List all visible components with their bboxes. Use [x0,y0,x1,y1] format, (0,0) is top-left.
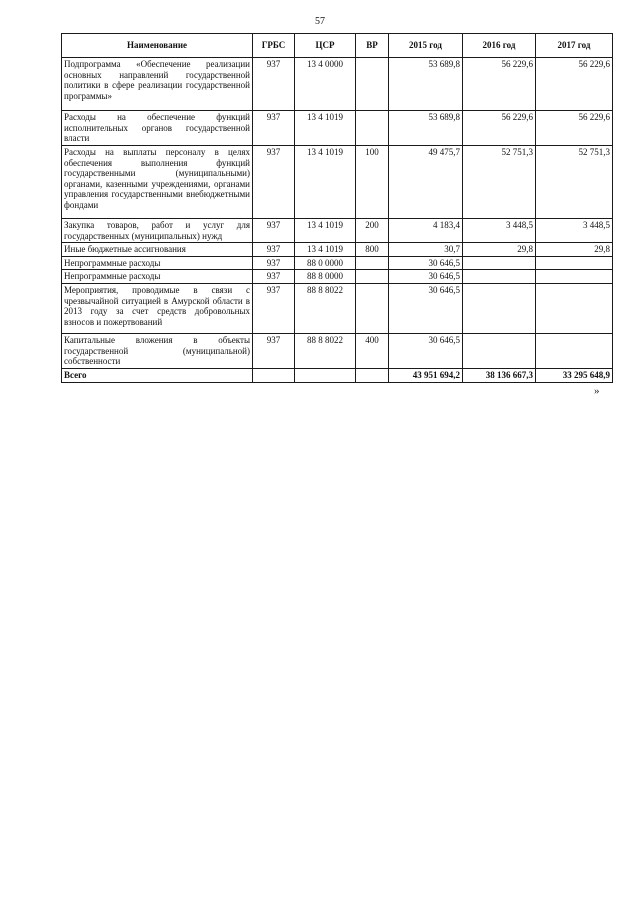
total-vr [356,369,389,383]
row-2016: 52 751,3 [463,146,536,219]
row-2015: 30 646,5 [389,284,463,334]
header-grbs: ГРБС [253,34,295,58]
row-vr: 100 [356,146,389,219]
total-2016: 38 136 667,3 [463,369,536,383]
row-vr [356,256,389,270]
table-row [62,284,613,334]
row-2017: 3 448,5 [536,219,613,243]
row-2015: 30 646,5 [389,334,463,369]
row-2017: 52 751,3 [536,146,613,219]
closing-quote-mark: » [594,385,600,397]
header-vr: ВР [356,34,389,58]
table-row [62,146,613,219]
row-2016 [463,284,536,334]
header-2015: 2015 год [389,34,463,58]
table-row [62,243,613,257]
row-name: Мероприятия, проводимые в связи с чрезвычайной ситуацией в Амурской области в 2013 году за счет средств добровольных взносов и пожертвований [62,284,253,334]
row-2017: 56 229,6 [536,111,613,146]
row-name: Капитальные вложения в объекты государственной (муниципальной) собственности [62,334,253,369]
row-grbs: 937 [253,219,295,243]
row-2015: 30 646,5 [389,270,463,284]
table-row [62,334,613,369]
row-2017 [536,284,613,334]
header-csr: ЦСР [295,34,356,58]
table-row [62,58,613,111]
header-2016: 2016 год [463,34,536,58]
header-name: Наименование [62,34,253,58]
total-2017: 33 295 648,9 [536,369,613,383]
row-vr [356,270,389,284]
row-vr: 800 [356,243,389,257]
row-name: Иные бюджетные ассигнования [62,243,253,257]
row-csr: 88 8 8022 [295,284,356,334]
row-grbs: 937 [253,58,295,111]
row-2017: 29,8 [536,243,613,257]
row-grbs: 937 [253,111,295,146]
row-2016 [463,334,536,369]
row-name: Расходы на обеспечение функций исполнительных органов государственной власти [62,111,253,146]
row-vr [356,111,389,146]
total-grbs [253,369,295,383]
row-2015: 30 646,5 [389,256,463,270]
total-2015: 43 951 694,2 [389,369,463,383]
row-2017 [536,334,613,369]
header-row [62,34,613,58]
row-csr: 13 4 0000 [295,58,356,111]
table-row [62,256,613,270]
row-2017: 56 229,6 [536,58,613,111]
row-2016: 56 229,6 [463,58,536,111]
row-csr: 13 4 1019 [295,219,356,243]
row-vr: 400 [356,334,389,369]
total-row [62,369,613,383]
row-name: Подпрограмма «Обеспечение реализации основных направлений государственной политики в сфере реализации государственной программы» [62,58,253,111]
row-2016: 56 229,6 [463,111,536,146]
row-2016 [463,270,536,284]
row-grbs: 937 [253,334,295,369]
row-2016 [463,256,536,270]
table-row [62,111,613,146]
row-grbs: 937 [253,243,295,257]
row-2015: 30,7 [389,243,463,257]
table-row [62,270,613,284]
row-grbs: 937 [253,270,295,284]
row-2015: 4 183,4 [389,219,463,243]
row-name: Расходы на выплаты персоналу в целях обеспечения выполнения функций государственными (муниципальными) органами, казенными учреждениями, органами управления государственными внебюджетными фондами [62,146,253,219]
budget-table [61,33,613,383]
row-2015: 53 689,8 [389,111,463,146]
row-grbs: 937 [253,256,295,270]
row-vr [356,284,389,334]
row-2017 [536,256,613,270]
row-vr [356,58,389,111]
row-2015: 53 689,8 [389,58,463,111]
row-name: Закупка товаров, работ и услуг для государственных (муниципальных) нужд [62,219,253,243]
total-label: Всего [62,369,253,383]
row-grbs: 937 [253,284,295,334]
row-2017 [536,270,613,284]
row-2016: 29,8 [463,243,536,257]
row-name: Непрограммные расходы [62,270,253,284]
total-csr [295,369,356,383]
row-csr: 88 0 0000 [295,256,356,270]
row-csr: 13 4 1019 [295,146,356,219]
row-grbs: 937 [253,146,295,219]
row-vr: 200 [356,219,389,243]
row-csr: 88 8 8022 [295,334,356,369]
page-number: 57 [315,16,325,27]
row-2015: 49 475,7 [389,146,463,219]
row-csr: 13 4 1019 [295,111,356,146]
row-name: Непрограммные расходы [62,256,253,270]
table-row [62,219,613,243]
row-csr: 88 8 0000 [295,270,356,284]
row-2016: 3 448,5 [463,219,536,243]
header-2017: 2017 год [536,34,613,58]
row-csr: 13 4 1019 [295,243,356,257]
